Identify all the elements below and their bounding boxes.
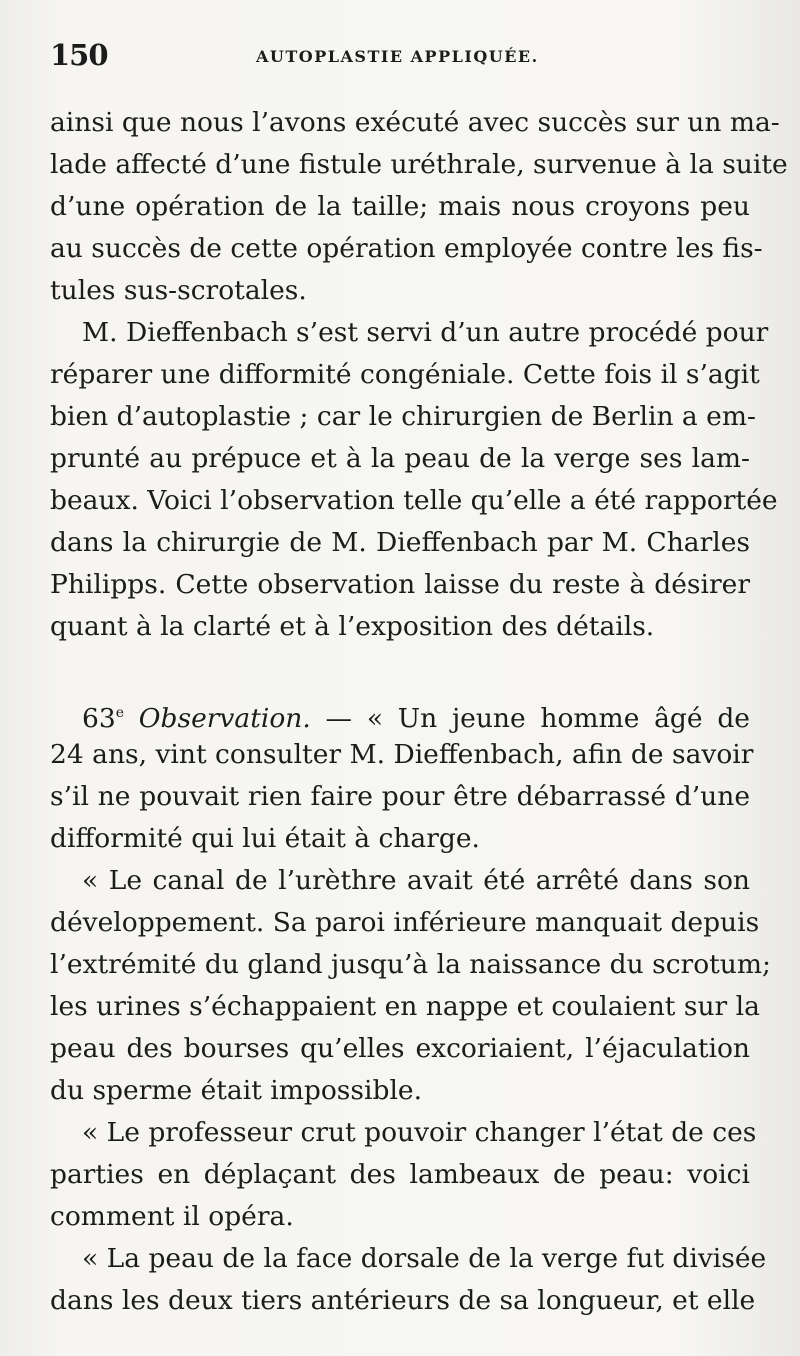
text-line: dans les deux tiers antérieurs de sa longueur, et elle <box>50 1285 756 1316</box>
text-line: « Le canal de l’urèthre avait été arrêté dans son <box>82 865 750 896</box>
text-line: comment il opéra. <box>50 1201 294 1232</box>
text-line: s’il ne pouvait rien faire pour être débarrassé d’une <box>50 781 750 812</box>
text-line: parties en déplaçant des lambeaux de peau: voici <box>50 1159 750 1190</box>
observation-number: 63e <box>82 702 125 734</box>
text-line: ainsi que nous l’avons exécuté avec succès sur un ma- <box>50 107 780 138</box>
text-line: beaux. Voici l’observation telle qu’elle a été rapportée <box>50 485 778 516</box>
text-line: réparer une difformité congéniale. Cette fois il s’agit <box>50 359 760 390</box>
text-line: développement. Sa paroi inférieure manquait depuis <box>50 907 760 938</box>
text-line: 24 ans, vint consulter M. Dieffenbach, afin de savoir <box>50 739 754 770</box>
text-line: « Le professeur crut pouvoir changer l’état de ces <box>82 1117 757 1148</box>
observation-heading <box>82 696 750 734</box>
text-line: difformité qui lui était à charge. <box>50 823 480 854</box>
text-line: les urines s’échappaient en nappe et coulaient sur la <box>50 991 760 1022</box>
text-line: dans la chirurgie de M. Dieffenbach par M. Charles <box>50 527 750 558</box>
page-number: 150 <box>50 38 108 72</box>
text-line: tules sus-scrotales. <box>50 275 307 306</box>
em-dash: — <box>325 702 353 734</box>
text-line: l’extrémité du gland jusqu’à la naissance du scrotum; <box>50 949 771 980</box>
text-line: « La peau de la face dorsale de la verge fut divisée <box>82 1243 767 1274</box>
text-line: quant à la clarté et à l’exposition des détails. <box>50 611 655 642</box>
text-line: prunté au prépuce et à la peau de la verge ses lam- <box>50 443 750 474</box>
text-line: bien d’autoplastie ; car le chirurgien de Berlin a em- <box>50 401 756 432</box>
text-line: lade affecté d’une fistule uréthrale, survenue à la suite <box>50 149 788 180</box>
text-line: au succès de cette opération employée contre les fis- <box>50 233 763 264</box>
observation-title: Observation. <box>138 702 311 734</box>
observation-first-line: « Un jeune homme âgé de <box>366 702 750 734</box>
running-head: AUTOPLASTIE APPLIQUÉE. <box>256 47 539 66</box>
text-line: d’une opération de la taille; mais nous croyons peu <box>50 191 750 222</box>
text-line: Philipps. Cette observation laisse du reste à désirer <box>50 569 750 600</box>
page-header <box>50 38 750 78</box>
text-line: M. Dieffenbach s’est servi d’un autre procédé pour <box>82 317 769 348</box>
text-line: peau des bourses qu’elles excoriaient, l’éjaculation <box>50 1033 750 1064</box>
text-line: du sperme était impossible. <box>50 1075 423 1106</box>
